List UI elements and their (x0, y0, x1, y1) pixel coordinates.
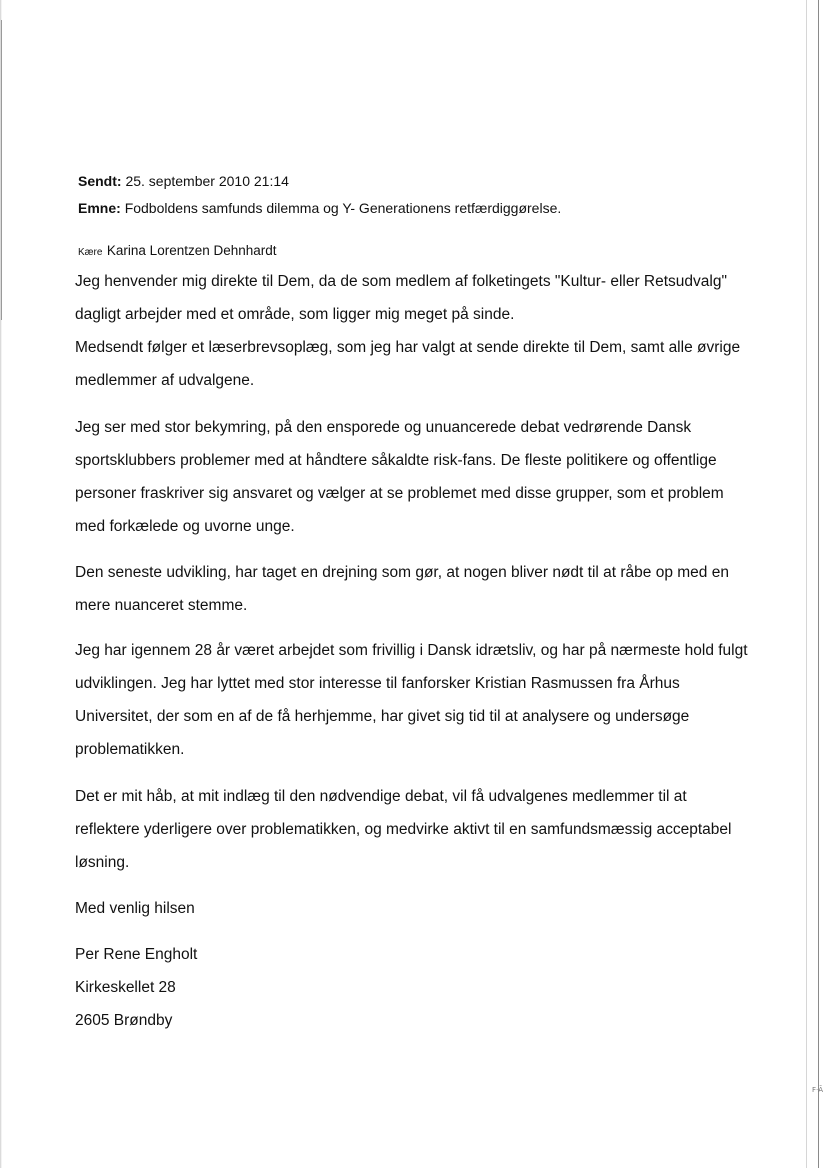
paragraph-line: sportsklubbers problemer med at håndtere såkaldte risk-fans. De fleste politikere og offentlige (75, 452, 717, 469)
salutation-name: Karina Lorentzen Dehnhardt (106, 243, 277, 258)
scan-edge-right (818, 0, 819, 1168)
paragraph-5 (75, 780, 755, 879)
paragraph-line: Medsendt følger et læserbrevsoplæg, som jeg har valgt at sende direkte til Dem, samt alle øvrige (75, 339, 741, 356)
scan-line-left (1, 20, 2, 320)
paragraph-line: personer fraskriver sig ansvaret og vælger at se problemet med disse grupper, som et problem (75, 485, 724, 502)
signature-name: Per Rene Engholt (75, 946, 198, 963)
paragraph-line: dagligt arbejder med et område, som ligger mig meget på sinde. (75, 306, 515, 323)
paragraph-line: medlemmer af udvalgene. (75, 372, 255, 389)
paragraph-line: Jeg ser med stor bekymring, på den ensporede og unuancerede debat vedrørende Dansk (75, 419, 692, 436)
scan-artifact-mark: F·Ã (811, 1086, 823, 1094)
paragraph-line: mere nuanceret stemme. (75, 597, 248, 614)
salutation (78, 242, 277, 260)
paragraph-line: løsning. (75, 854, 130, 871)
paragraph-line: udviklingen. Jeg har lyttet med stor interesse til fanforsker Kristian Rasmussen fra Århus (75, 675, 680, 692)
sent-label: Sendt: (78, 173, 122, 189)
paragraph-4 (75, 634, 755, 766)
subject-value: Fodboldens samfunds dilemma og Y- Generationens retfærdiggørelse. (124, 200, 562, 216)
paragraph-line: Universitet, der som en af de få herhjemme, har givet sig tid til at analysere og undersøge (75, 708, 690, 725)
email-subject-line (78, 199, 561, 217)
sent-value: 25. september 2010 21:14 (125, 173, 289, 189)
paragraph-line: problematikken. (75, 741, 185, 758)
paragraph-3 (75, 556, 755, 622)
email-sent-line (78, 172, 289, 190)
signature-street: Kirkeskellet 28 (75, 979, 176, 996)
paragraph-line: reflektere yderligere over problematikken, og medvirke aktivt til en samfundsmæssig acceptabel (75, 821, 732, 838)
paragraph-line: Jeg henvender mig direkte til Dem, da de som medlem af folketingets "Kultur- eller Retsudvalg" (75, 273, 727, 290)
paragraph-line: med forkælede og uvorne unge. (75, 518, 295, 535)
paragraph-1 (75, 265, 755, 397)
subject-label: Emne: (78, 200, 121, 216)
signature-block (75, 938, 755, 1037)
closing (75, 892, 755, 925)
paragraph-line: Det er mit håb, at mit indlæg til den nødvendige debat, vil få udvalgenes medlemmer til at (75, 788, 687, 805)
paragraph-2 (75, 411, 755, 543)
salutation-greeting: Kære (78, 247, 103, 258)
signature-city: 2605 Brøndby (75, 1012, 173, 1029)
scan-edge-right-inner (806, 0, 807, 1168)
paragraph-line: Den seneste udvikling, har taget en drejning som gør, at nogen bliver nødt til at råbe op med en (75, 564, 729, 581)
closing-text: Med venlig hilsen (75, 900, 195, 917)
paragraph-line: Jeg har igennem 28 år været arbejdet som frivillig i Dansk idrætsliv, og har på nærmeste hold fulgt (75, 642, 748, 659)
